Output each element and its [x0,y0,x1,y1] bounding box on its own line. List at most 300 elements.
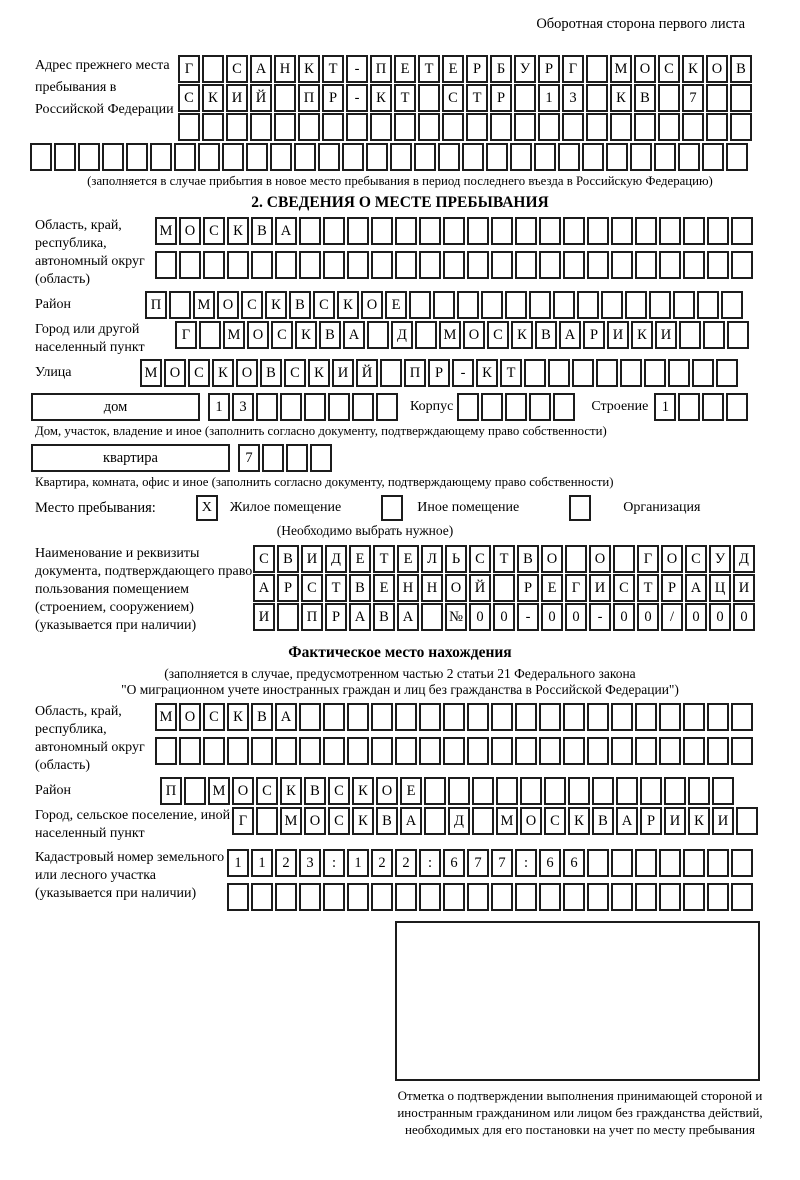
char-row [178,113,754,141]
char-cell [697,291,719,319]
char-cell [635,217,657,245]
char-cell [415,321,437,349]
char-cell [587,737,609,765]
char-cell [409,291,431,319]
char-cell: А [250,55,272,83]
char-cell [493,574,515,602]
char-cell [491,703,513,731]
char-cell: - [346,55,368,83]
char-cell: Р [428,359,450,387]
char-cell: М [193,291,215,319]
char-cell [178,113,200,141]
char-cell: И [226,84,248,112]
char-cell [275,737,297,765]
char-cell: 2 [371,849,393,877]
char-cell: К [631,321,653,349]
char-cell: О [164,359,186,387]
actual-region-label: Область, край, республика, автономный округ (область) [35,704,145,773]
char-cell: Е [442,55,464,83]
char-cell: С [178,84,200,112]
char-cell [592,777,614,805]
char-cell: В [277,545,299,573]
char-cell [299,737,321,765]
char-cell [414,143,436,171]
char-cell: В [517,545,539,573]
char-cell: Г [562,55,584,83]
actual-location-note-1: (заполняется в случае, предусмотренном частью 2 статьи 21 Федерального закона [164,666,636,681]
char-cell [323,703,345,731]
char-cell [524,359,546,387]
char-cell [179,737,201,765]
char-cell [424,777,446,805]
char-cell: Т [500,359,522,387]
char-cell: 6 [539,849,561,877]
char-cell [472,807,494,835]
char-cell [304,393,326,421]
char-cell: 0 [733,603,755,631]
actual-district-label: Район [35,783,71,798]
char-cell [505,393,527,421]
char-row [155,703,755,731]
char-cell [472,777,494,805]
char-cell: - [346,84,368,112]
char-cell [731,251,753,279]
char-cell [443,703,465,731]
char-cell: О [236,359,258,387]
char-cell [438,143,460,171]
char-cell [635,883,657,911]
char-cell: О [706,55,728,83]
char-cell: В [592,807,614,835]
char-cell [510,143,532,171]
char-row [175,321,751,349]
char-cell: К [298,55,320,83]
char-cell: П [145,291,167,319]
confirmation-stamp-box [395,921,760,1081]
apartment-number-cells [238,444,334,472]
char-cell [611,849,633,877]
field-region [0,217,800,289]
char-cell [467,251,489,279]
char-cell: № [445,603,467,631]
field-cadastral [0,849,800,917]
char-cell [611,737,633,765]
char-cell [418,84,440,112]
char-cell [658,84,680,112]
char-cell: А [397,603,419,631]
char-cell [587,849,609,877]
char-row [253,603,757,631]
char-cell: С [328,807,350,835]
char-cell: К [352,777,374,805]
char-cell [250,113,272,141]
char-cell [256,807,278,835]
char-cell: А [275,703,297,731]
char-cell: 0 [493,603,515,631]
field-actual-district [0,777,800,805]
stroenie-label: Строение [591,399,649,414]
char-cell: Е [349,545,371,573]
char-cell: П [301,603,323,631]
char-cell: Т [394,84,416,112]
char-cell: С [685,545,707,573]
char-cell [625,291,647,319]
char-cell: 0 [541,603,563,631]
char-cell [659,251,681,279]
char-cell: Е [400,777,422,805]
char-cell [539,737,561,765]
char-cell [721,291,743,319]
checkbox-residential-premise: X [196,495,218,521]
char-cell [683,217,705,245]
char-cell: 2 [275,849,297,877]
char-cell [731,883,753,911]
char-cell: К [682,55,704,83]
char-cell [299,251,321,279]
char-cell [520,777,542,805]
char-cell: 0 [709,603,731,631]
char-cell [380,359,402,387]
char-cell [443,883,465,911]
char-cell [731,217,753,245]
char-row [140,359,740,387]
field-street [0,359,800,387]
char-cell: М [223,321,245,349]
section2-title: 2. СВЕДЕНИЯ О МЕСТЕ ПРЕБЫВАНИЯ [251,194,549,211]
char-cell: : [515,849,537,877]
char-cell: Н [397,574,419,602]
char-row [178,84,754,112]
char-cell [491,883,513,911]
char-cell: Е [394,55,416,83]
char-cell: Р [583,321,605,349]
char-cell [203,737,225,765]
char-cell [496,777,518,805]
char-row [227,883,755,911]
char-cell: 0 [637,603,659,631]
char-cell [467,737,489,765]
page-side-note: Оборотная сторона первого листа [536,16,745,32]
char-cell: С [271,321,293,349]
char-cell [635,703,657,731]
char-cell [563,217,585,245]
char-cell: Г [175,321,197,349]
char-cell: К [280,777,302,805]
char-cell [227,883,249,911]
char-cell [395,703,417,731]
char-cell [563,703,585,731]
char-cell [572,359,594,387]
char-cell [563,737,585,765]
char-cell: М [140,359,162,387]
char-cell [688,777,710,805]
char-cell [491,217,513,245]
char-cell: А [343,321,365,349]
char-cell [376,393,398,421]
char-cell [544,777,566,805]
cadastral-grid [227,849,755,917]
actual-city-label: Город, сельское поселение, иной населенный пункт [35,808,231,841]
region-grid [155,217,755,285]
char-cell: О [247,321,269,349]
char-cell: 7 [491,849,513,877]
char-cell: Н [274,55,296,83]
char-cell [558,143,580,171]
char-cell [539,251,561,279]
char-cell [433,291,455,319]
char-cell: Г [637,545,659,573]
char-cell [582,143,604,171]
char-cell [731,737,753,765]
char-cell: Р [640,807,662,835]
city-label: Город или другой населенный пункт [35,322,145,355]
char-cell: В [373,603,395,631]
char-cell [658,113,680,141]
char-row [232,807,760,835]
char-cell: К [568,807,590,835]
char-cell [202,55,224,83]
document-grid [253,545,757,632]
char-cell: О [589,545,611,573]
char-cell: А [253,574,275,602]
char-cell [616,777,638,805]
char-cell [649,291,671,319]
char-cell [568,777,590,805]
region-label: Область, край, республика, автономный округ (область) [35,218,145,287]
char-cell [226,113,248,141]
char-cell: 2 [395,849,417,877]
char-cell [515,251,537,279]
char-cell [538,113,560,141]
char-cell [707,883,729,911]
field-house-row [31,393,800,421]
char-cell: - [589,603,611,631]
apartment-caption: Квартира, комната, офис и иное (заполнить согласно документу, подтверждающему право собственности) [35,475,614,489]
char-cell [515,737,537,765]
char-cell [587,251,609,279]
char-cell [462,143,484,171]
char-cell [683,703,705,731]
char-cell [678,143,700,171]
char-cell: П [160,777,182,805]
char-cell [30,143,52,171]
char-cell: О [304,807,326,835]
char-cell [467,883,489,911]
district-label: Район [35,297,71,312]
char-cell: Е [541,574,563,602]
char-cell [346,113,368,141]
char-cell [424,807,446,835]
char-cell: Р [466,55,488,83]
prev-address-caption: (заполняется в случае прибытия в новое место пребывания в период последнего въезда в Российскую Федерацию) [87,174,713,188]
char-cell [640,777,662,805]
char-cell: В [634,84,656,112]
char-cell: А [275,217,297,245]
char-cell [515,217,537,245]
checkbox-other-premise [381,495,403,521]
char-cell [78,143,100,171]
char-cell [613,545,635,573]
field-actual-city [0,807,800,843]
prev-address-label: Адрес прежнего места пребывания в Российской Федерации [35,58,174,117]
char-cell [673,291,695,319]
char-cell: Д [448,807,470,835]
char-cell: С [442,84,464,112]
char-cell [659,217,681,245]
street-label: Улица [35,365,72,380]
char-cell: 7 [467,849,489,877]
char-cell: В [319,321,341,349]
char-cell: В [260,359,282,387]
char-cell [490,113,512,141]
char-cell: К [212,359,234,387]
char-cell [318,143,340,171]
char-cell: О [634,55,656,83]
char-cell [635,849,657,877]
char-cell [299,703,321,731]
char-cell: 3 [232,393,254,421]
char-cell: В [289,291,311,319]
char-cell: О [520,807,542,835]
char-cell [635,737,657,765]
char-cell: Д [325,545,347,573]
char-cell [322,113,344,141]
char-cell: Й [250,84,272,112]
char-cell: У [514,55,536,83]
char-cell [347,251,369,279]
char-cell: 3 [299,849,321,877]
char-cell [716,359,738,387]
char-cell: С [301,574,323,602]
char-cell: К [202,84,224,112]
char-cell: В [376,807,398,835]
char-cell: М [208,777,230,805]
char-cell [102,143,124,171]
char-cell [323,251,345,279]
char-cell [586,84,608,112]
option-other-label: Иное помещение [417,500,520,515]
char-cell: С [241,291,263,319]
char-cell [203,251,225,279]
char-cell: 1 [251,849,273,877]
char-cell: К [476,359,498,387]
char-cell [644,359,666,387]
char-cell [601,291,623,319]
char-cell [419,883,441,911]
char-cell: К [295,321,317,349]
char-cell: О [541,545,563,573]
char-cell: К [337,291,359,319]
char-cell [539,883,561,911]
char-cell [678,393,700,421]
char-cell [395,251,417,279]
char-cell: А [349,603,371,631]
korpus-label: Корпус [410,399,454,414]
char-cell [683,849,705,877]
char-cell: О [361,291,383,319]
char-cell: 7 [238,444,260,472]
char-cell: В [730,55,752,83]
char-cell [323,217,345,245]
char-cell: 1 [538,84,560,112]
char-cell: Р [538,55,560,83]
char-cell: С [203,703,225,731]
char-cell: - [452,359,474,387]
char-cell: С [469,545,491,573]
char-cell [563,883,585,911]
char-cell [275,251,297,279]
stay-type-label: Место пребывания: [35,500,156,516]
char-cell: В [251,217,273,245]
char-cell: Й [356,359,378,387]
char-cell [659,849,681,877]
char-cell [707,217,729,245]
char-cell [587,703,609,731]
char-cell: О [179,703,201,731]
char-cell: Р [325,603,347,631]
char-cell [395,217,417,245]
char-cell: К [610,84,632,112]
char-row [145,291,745,319]
char-cell: 1 [227,849,249,877]
char-cell: С [188,359,210,387]
char-cell: Р [277,574,299,602]
char-cell [586,55,608,83]
prev-address-grid [178,55,754,142]
char-cell [682,113,704,141]
char-cell [310,444,332,472]
char-cell: Т [493,545,515,573]
char-cell [587,883,609,911]
checkbox-organization [569,495,591,521]
char-cell [668,359,690,387]
char-cell [371,737,393,765]
char-row [155,737,755,765]
char-cell: С [203,217,225,245]
char-cell [371,883,393,911]
char-cell: К [511,321,533,349]
char-cell [726,393,748,421]
char-cell [587,217,609,245]
char-cell [702,393,724,421]
char-row [155,217,755,245]
char-cell [712,777,734,805]
char-cell [611,703,633,731]
char-cell [481,393,503,421]
char-cell [54,143,76,171]
char-cell [222,143,244,171]
char-cell: А [685,574,707,602]
char-row [160,777,736,805]
char-cell [727,321,749,349]
field-prev-address [0,55,800,142]
char-cell [155,251,177,279]
char-cell [419,217,441,245]
char-cell [347,883,369,911]
char-cell [565,545,587,573]
char-cell [419,251,441,279]
char-cell: 1 [347,849,369,877]
char-cell: 1 [654,393,676,421]
char-cell [323,883,345,911]
char-cell: А [616,807,638,835]
char-cell [466,113,488,141]
cadastral-label: Кадастровый номер земельного или лесного участка (указывается при наличии) [35,850,225,901]
house-type-box: дом [31,393,200,421]
char-cell [707,849,729,877]
char-cell: Г [232,807,254,835]
char-cell [262,444,284,472]
